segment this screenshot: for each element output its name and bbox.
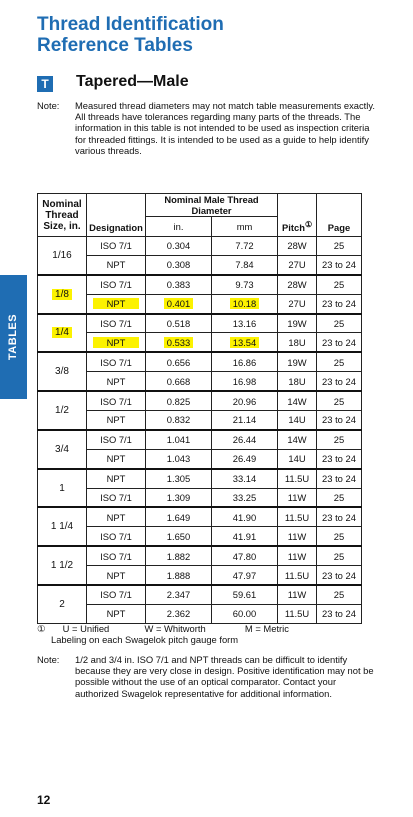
- legend-line2: Labeling on each Swagelok pitch gauge form: [51, 634, 239, 645]
- cell-size: [38, 391, 87, 430]
- cell-mm-text: 10.18: [230, 298, 259, 309]
- page-title-line2: Reference Tables: [37, 35, 193, 56]
- cell-designation-text: ISO 7/1: [100, 279, 132, 291]
- cell-page-text: 23 to 24: [322, 375, 356, 387]
- cell-mm: [212, 411, 278, 430]
- cell-mm: [212, 566, 278, 585]
- cell-mm-text: 41.91: [232, 530, 257, 542]
- intro-note: [37, 100, 377, 156]
- cell-mm: [212, 372, 278, 391]
- cell-designation: [87, 352, 146, 371]
- cell-designation: [87, 585, 146, 604]
- cell-page-text: 23 to 24: [322, 569, 356, 581]
- cell-page: [317, 585, 362, 604]
- cell-mm-text: 33.14: [232, 473, 257, 485]
- cell-mm: [212, 469, 278, 488]
- cell-in: [146, 527, 212, 546]
- header-pitch-text: Pitch: [282, 222, 305, 233]
- cell-mm: [212, 352, 278, 371]
- footer-note: [37, 654, 377, 699]
- cell-designation: [87, 430, 146, 449]
- cell-mm-text: 59.61: [232, 589, 257, 601]
- cell-designation-text: NPT: [93, 337, 139, 348]
- cell-in: [146, 294, 212, 313]
- cell-mm: [212, 585, 278, 604]
- cell-designation-text: ISO 7/1: [100, 395, 132, 407]
- cell-pitch-text: 11.5U: [284, 511, 310, 523]
- cell-page: [317, 449, 362, 468]
- cell-in: [146, 372, 212, 391]
- cell-size-text: 3/8: [55, 366, 69, 378]
- cell-in: [146, 546, 212, 565]
- cell-mm: [212, 546, 278, 565]
- cell-designation-text: ISO 7/1: [100, 318, 132, 329]
- table-row: [38, 585, 362, 604]
- cell-in: [146, 430, 212, 449]
- header-designation: Designation: [87, 194, 146, 237]
- cell-designation: [87, 294, 146, 313]
- table-row: [38, 352, 362, 371]
- cell-page-text: 25: [333, 589, 345, 601]
- cell-designation: [87, 255, 146, 274]
- table-row: [38, 275, 362, 294]
- cell-mm: [212, 333, 278, 352]
- cell-pitch: [278, 294, 317, 313]
- cell-mm-text: 21.14: [232, 414, 257, 426]
- cell-pitch: [278, 469, 317, 488]
- cell-pitch-text: 14U: [288, 414, 306, 426]
- cell-page-text: 25: [333, 279, 345, 291]
- cell-page: [317, 546, 362, 565]
- cell-mm-text: 16.98: [232, 375, 257, 387]
- cell-pitch: [278, 430, 317, 449]
- cell-in: [146, 449, 212, 468]
- cell-in-text: 0.668: [166, 375, 191, 387]
- cell-page-text: 25: [333, 492, 345, 504]
- cell-size: [38, 507, 87, 546]
- cell-in-text: 1.888: [166, 569, 191, 581]
- cell-designation-text: ISO 7/1: [100, 356, 132, 368]
- cell-size-text: 2: [59, 598, 65, 610]
- cell-pitch: [278, 566, 317, 585]
- cell-size-text: 1/2: [55, 405, 69, 417]
- note-text: Measured thread diameters may not match table measurements exactly. All threads have tolerances regarding many parts of the threads. The information in this table is not intended to be used as inspection criteria for threaded fittings. It is intended to be used as a guide to help identify various threads.: [75, 100, 375, 156]
- cell-in-text: 1.650: [166, 530, 191, 542]
- cell-pitch: [278, 411, 317, 430]
- cell-mm: [212, 314, 278, 333]
- cell-designation-text: NPT: [93, 298, 139, 309]
- page-title-line1: Thread Identification: [37, 14, 224, 35]
- cell-pitch-text: 18U: [288, 375, 306, 387]
- cell-mm-text: 47.97: [232, 569, 257, 581]
- table-row: [38, 546, 362, 565]
- cell-designation: [87, 275, 146, 294]
- cell-designation-text: NPT: [106, 375, 126, 387]
- cell-pitch-text: 27U: [288, 259, 306, 271]
- cell-page: [317, 527, 362, 546]
- cell-designation-text: NPT: [106, 259, 126, 271]
- cell-page-text: 25: [333, 356, 345, 368]
- table-row: [38, 527, 362, 546]
- cell-pitch-text: 28W: [287, 240, 307, 252]
- page-number: 12: [37, 793, 51, 807]
- cell-in: [146, 333, 212, 352]
- cell-page: [317, 333, 362, 352]
- cell-in-text: 1.305: [166, 473, 191, 485]
- footer-note-text: 1/2 and 3/4 in. ISO 7/1 and NPT threads can be difficult to identify because they are very close in design. Positive identification may not be possible without the use of an optical comparator. Contact your authorized Swagelok representative for additional information.: [75, 654, 374, 699]
- cell-pitch: [278, 527, 317, 546]
- cell-size-text: 1/4: [52, 327, 72, 338]
- cell-mm-text: 47.80: [232, 550, 257, 562]
- cell-in: [146, 469, 212, 488]
- cell-page: [317, 314, 362, 333]
- cell-mm-text: 13.16: [232, 318, 257, 329]
- cell-size: [38, 469, 87, 508]
- cell-size: [38, 237, 87, 275]
- cell-mm: [212, 391, 278, 410]
- cell-mm-text: 26.44: [232, 434, 257, 446]
- cell-size-text: 1 1/2: [50, 560, 74, 572]
- cell-designation: [87, 546, 146, 565]
- table-row: [38, 255, 362, 274]
- cell-mm: [212, 275, 278, 294]
- cell-mm: [212, 527, 278, 546]
- cell-in-text: 2.362: [166, 608, 191, 620]
- cell-pitch: [278, 255, 317, 274]
- cell-pitch: [278, 449, 317, 468]
- cell-size-text: 3/4: [55, 443, 69, 455]
- cell-pitch: [278, 391, 317, 410]
- cell-page-text: 23 to 24: [322, 473, 356, 485]
- cell-pitch-text: 14U: [288, 453, 306, 465]
- cell-pitch: [278, 352, 317, 371]
- cell-page-text: 25: [333, 550, 345, 562]
- cell-page: [317, 507, 362, 526]
- cell-in: [146, 488, 212, 507]
- cell-designation: [87, 469, 146, 488]
- cell-size: [38, 314, 87, 353]
- cell-page: [317, 391, 362, 410]
- cell-pitch-text: 19W: [287, 318, 307, 329]
- header-pitch-mark: ①: [304, 219, 312, 229]
- header-nominal-size: Nominal Thread Size, in.: [38, 194, 87, 237]
- cell-page-text: 23 to 24: [322, 511, 356, 523]
- cell-designation: [87, 411, 146, 430]
- cell-mm-text: 20.96: [232, 395, 257, 407]
- table-row: [38, 411, 362, 430]
- cell-mm-text: 60.00: [232, 608, 257, 620]
- cell-designation-text: NPT: [106, 511, 126, 523]
- page-title: [37, 14, 377, 56]
- cell-pitch: [278, 585, 317, 604]
- cell-page-text: 25: [333, 434, 345, 446]
- cell-pitch-text: 11W: [287, 530, 307, 542]
- cell-page: [317, 275, 362, 294]
- cell-in-text: 0.383: [166, 279, 191, 291]
- cell-size-text: 1/16: [52, 249, 72, 261]
- table-row: [38, 391, 362, 410]
- cell-page-text: 23 to 24: [322, 298, 356, 310]
- cell-mm-text: 7.72: [235, 240, 254, 252]
- cell-designation: [87, 527, 146, 546]
- cell-in: [146, 255, 212, 274]
- cell-size: [38, 352, 87, 391]
- cell-designation-text: NPT: [106, 453, 126, 465]
- cell-page: [317, 411, 362, 430]
- cell-page: [317, 488, 362, 507]
- cell-size: [38, 585, 87, 623]
- cell-page-text: 23 to 24: [322, 336, 356, 348]
- cell-designation: [87, 507, 146, 526]
- legend-unified: U = Unified: [62, 623, 110, 634]
- cell-pitch: [278, 333, 317, 352]
- cell-pitch-text: 11W: [287, 492, 307, 504]
- header-diameter: Nominal Male Thread Diameter: [146, 194, 278, 217]
- cell-pitch-text: 11.5U: [284, 569, 310, 581]
- cell-designation: [87, 237, 146, 256]
- cell-mm-text: 13.54: [230, 337, 259, 348]
- side-tab-label: TABLES: [7, 313, 20, 361]
- cell-in-text: 1.882: [166, 550, 191, 562]
- cell-pitch-text: 11.5U: [284, 473, 310, 485]
- cell-size-text: 1: [59, 482, 65, 494]
- cell-page: [317, 255, 362, 274]
- cell-mm-text: 41.90: [232, 511, 257, 523]
- cell-in: [146, 566, 212, 585]
- note-label: Note:: [37, 100, 60, 111]
- cell-page: [317, 237, 362, 256]
- cell-pitch-text: 18U: [288, 336, 306, 348]
- cell-designation-text: ISO 7/1: [100, 434, 132, 446]
- cell-in: [146, 585, 212, 604]
- cell-in-text: 1.043: [166, 453, 191, 465]
- cell-designation-text: NPT: [106, 608, 126, 620]
- cell-page-text: 23 to 24: [322, 453, 356, 465]
- table-row: [38, 507, 362, 526]
- cell-mm-text: 33.25: [232, 492, 257, 504]
- cell-designation-text: ISO 7/1: [100, 530, 132, 542]
- cell-designation: [87, 314, 146, 333]
- table-row: [38, 566, 362, 585]
- cell-designation-text: NPT: [106, 473, 126, 485]
- cell-in-text: 0.825: [166, 395, 191, 407]
- tables-side-tab[interactable]: [0, 275, 27, 399]
- cell-page-text: 25: [333, 240, 345, 252]
- table-row: [38, 372, 362, 391]
- cell-in: [146, 507, 212, 526]
- cell-designation: [87, 566, 146, 585]
- cell-in: [146, 604, 212, 623]
- header-mm: mm: [212, 217, 278, 237]
- cell-pitch: [278, 314, 317, 333]
- header-pitch: [278, 194, 317, 237]
- cell-designation-text: NPT: [106, 414, 126, 426]
- cell-in-text: 0.533: [164, 337, 193, 348]
- table-row: [38, 488, 362, 507]
- table-row: [38, 449, 362, 468]
- section-title: Tapered—Male: [76, 73, 189, 90]
- cell-in-text: 0.304: [166, 240, 191, 252]
- table-row: [38, 469, 362, 488]
- cell-in: [146, 391, 212, 410]
- cell-designation: [87, 391, 146, 410]
- cell-size: [38, 546, 87, 585]
- cell-designation: [87, 372, 146, 391]
- cell-mm: [212, 488, 278, 507]
- cell-in-text: 1.041: [166, 434, 191, 446]
- cell-pitch-text: 28W: [287, 279, 307, 291]
- cell-mm: [212, 294, 278, 313]
- cell-page: [317, 566, 362, 585]
- thread-table-body: [38, 237, 362, 624]
- cell-designation: [87, 604, 146, 623]
- cell-in: [146, 352, 212, 371]
- header-page: Page: [317, 194, 362, 237]
- section-badge: T: [37, 76, 53, 92]
- cell-designation-text: NPT: [106, 569, 126, 581]
- table-row: [38, 333, 362, 352]
- table-row: [38, 237, 362, 256]
- footer-note-label: Note:: [37, 654, 60, 665]
- cell-designation-text: ISO 7/1: [100, 492, 132, 504]
- cell-in-text: 0.656: [166, 356, 191, 368]
- cell-page-text: 25: [333, 395, 345, 407]
- cell-mm: [212, 237, 278, 256]
- cell-mm-text: 7.84: [235, 259, 254, 271]
- cell-in: [146, 237, 212, 256]
- cell-size-text: 1 1/4: [50, 521, 74, 533]
- cell-pitch-text: 11W: [287, 589, 307, 601]
- cell-pitch-text: 11.5U: [284, 608, 310, 620]
- table-row: [38, 604, 362, 623]
- cell-mm: [212, 449, 278, 468]
- table-row: [38, 430, 362, 449]
- cell-in-text: 2.347: [166, 589, 191, 601]
- cell-pitch: [278, 604, 317, 623]
- cell-page: [317, 430, 362, 449]
- cell-pitch-text: 27U: [288, 298, 306, 310]
- cell-mm-text: 26.49: [232, 453, 257, 465]
- cell-mm: [212, 604, 278, 623]
- cell-pitch: [278, 372, 317, 391]
- header-in: in.: [146, 217, 212, 237]
- cell-page-text: 23 to 24: [322, 608, 356, 620]
- cell-page: [317, 469, 362, 488]
- cell-page: [317, 604, 362, 623]
- cell-mm-text: 16.86: [232, 356, 257, 368]
- cell-pitch: [278, 546, 317, 565]
- cell-page-text: 23 to 24: [322, 414, 356, 426]
- cell-pitch-text: 19W: [287, 356, 307, 368]
- cell-designation: [87, 449, 146, 468]
- cell-in-text: 0.401: [164, 298, 193, 309]
- cell-pitch: [278, 488, 317, 507]
- cell-designation-text: ISO 7/1: [100, 589, 132, 601]
- cell-in-text: 1.309: [166, 492, 191, 504]
- cell-designation-text: ISO 7/1: [100, 550, 132, 562]
- table-row: [38, 314, 362, 333]
- legend-symbol: ①: [37, 623, 46, 634]
- legend-metric: M = Metric: [244, 623, 289, 634]
- cell-page-text: 25: [333, 318, 345, 329]
- legend-whitworth: W = Whitworth: [144, 623, 206, 634]
- cell-pitch: [278, 507, 317, 526]
- cell-in: [146, 411, 212, 430]
- cell-pitch-text: 11W: [287, 550, 307, 562]
- cell-mm: [212, 255, 278, 274]
- cell-mm: [212, 430, 278, 449]
- cell-page-text: 23 to 24: [322, 259, 356, 271]
- cell-designation: [87, 488, 146, 507]
- cell-in: [146, 275, 212, 294]
- cell-designation-text: ISO 7/1: [100, 240, 132, 252]
- cell-page: [317, 372, 362, 391]
- cell-mm-text: 9.73: [235, 279, 254, 291]
- cell-in-text: 0.832: [166, 414, 191, 426]
- cell-in-text: 0.308: [166, 259, 191, 271]
- cell-in: [146, 314, 212, 333]
- cell-in-text: 1.649: [166, 511, 191, 523]
- cell-page-text: 25: [333, 530, 345, 542]
- cell-size: [38, 430, 87, 469]
- cell-page: [317, 352, 362, 371]
- cell-mm: [212, 507, 278, 526]
- cell-size-text: 1/8: [52, 289, 72, 300]
- cell-pitch-text: 14W: [287, 395, 307, 407]
- cell-pitch: [278, 237, 317, 256]
- cell-designation: [87, 333, 146, 352]
- cell-pitch-text: 14W: [287, 434, 307, 446]
- cell-in-text: 0.518: [166, 318, 191, 329]
- table-row: [38, 294, 362, 313]
- cell-size: [38, 275, 87, 314]
- thread-table: [37, 193, 362, 624]
- cell-page: [317, 294, 362, 313]
- cell-pitch: [278, 275, 317, 294]
- legend: [37, 623, 377, 645]
